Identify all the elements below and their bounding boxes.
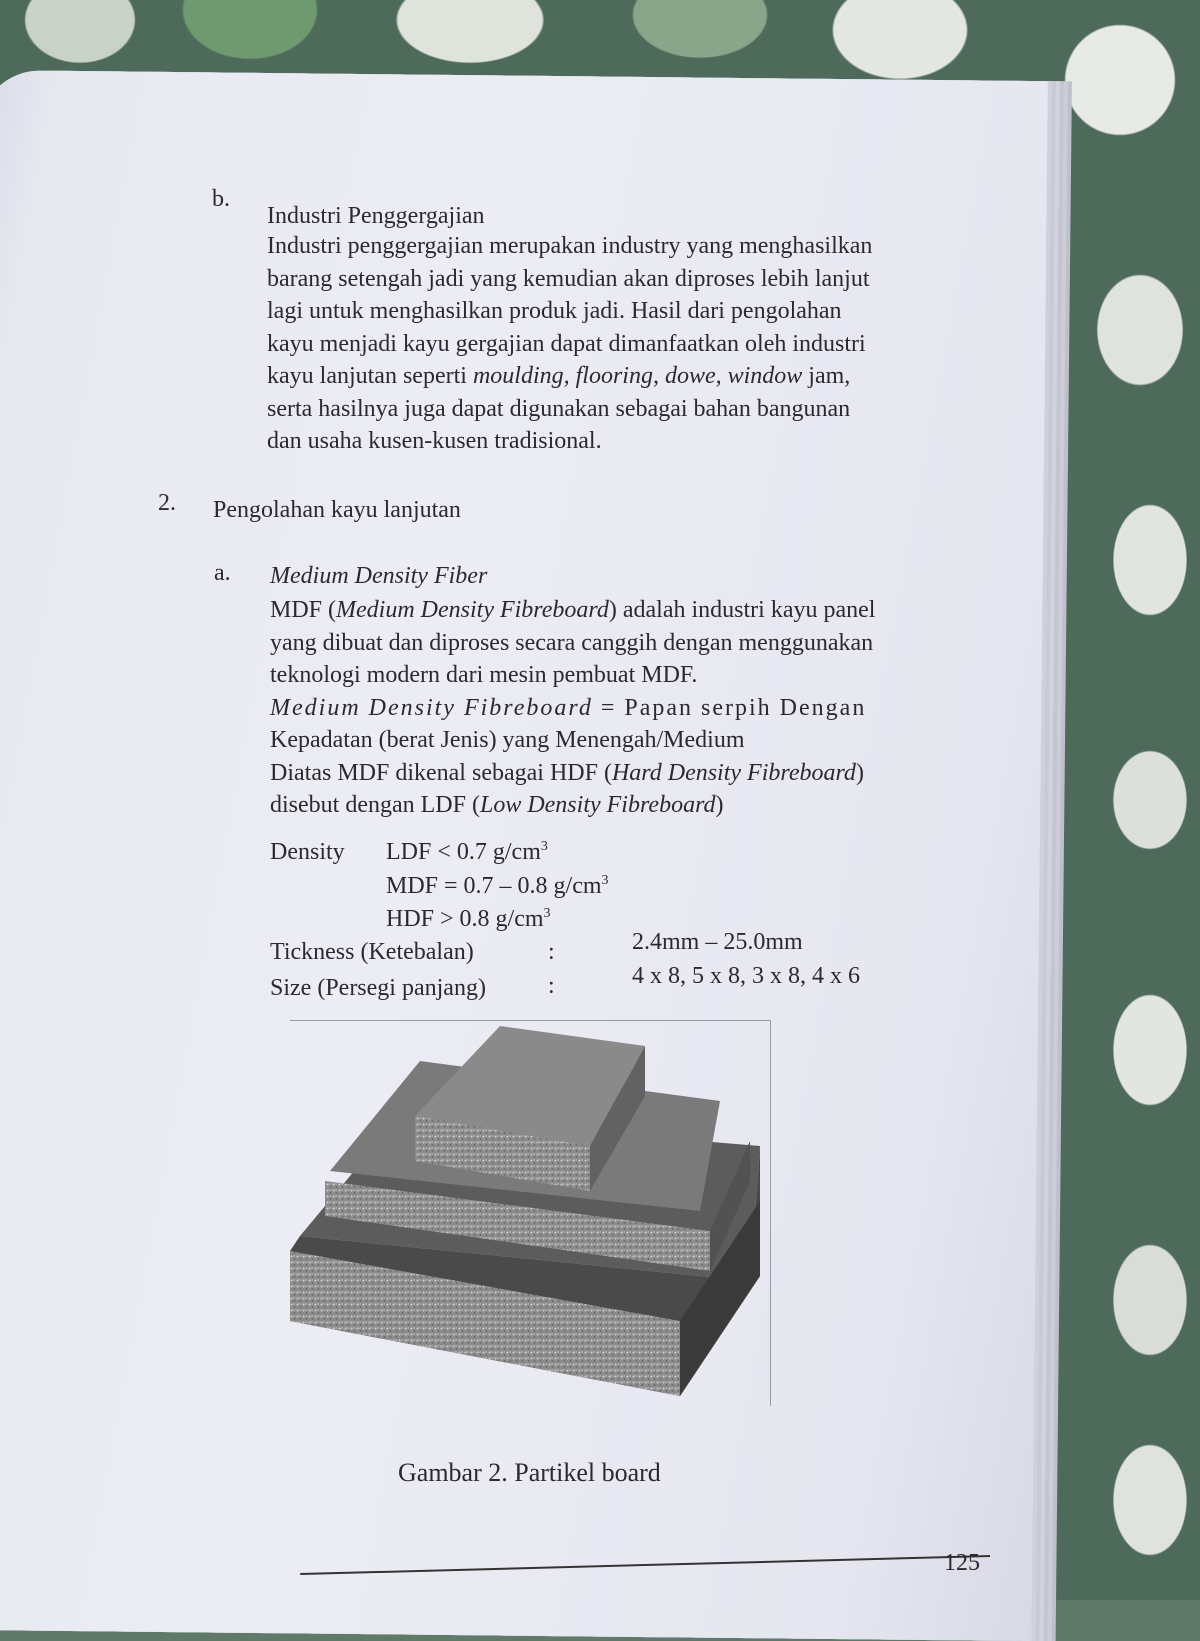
density-label: Density [270,839,345,865]
size-label: Size (Persegi panjang) [270,975,486,1001]
item-a-line-1 [270,594,945,627]
item-a-paragraph [270,594,945,822]
mdf-prefix: MDF ( [270,597,337,623]
hdf-term: Hard Density Fibreboard [611,759,856,786]
density-mdf-text: MDF = 0.7 – 0.8 g/cm [386,873,602,899]
item-a-line-5: Kepadatan (berat Jenis) yang Menengah/Medium [270,727,745,753]
item-b-line-7: dan usaha kusen-kusen tradisional. [267,428,602,454]
mdf-term: Medium Density Fibreboard [336,597,609,623]
ldf-term: Low Density Fibreboard [479,792,716,818]
section-2-title: Pengolahan kayu lanjutan [213,497,461,523]
item-b-line-4: kayu menjadi kayu gergajian dapat dimanfaatkan oleh industri [267,330,866,357]
item-a-line-4 [270,692,945,725]
hdf-suffix: ) [855,759,864,786]
footer-rule [300,1555,990,1575]
item-b-line-5-end: jam, [802,363,851,389]
hdf-prefix: Diatas MDF dikenal sebagai HDF ( [270,759,612,786]
density-hdf-text: HDF > 0.8 g/cm [386,906,544,932]
mdf-definition-term: Medium Density Fibreboard [270,694,593,721]
thickness-value: 2.4mm – 25.0mm [632,929,803,955]
item-b-paragraph [267,230,922,458]
item-b-title: Industri Penggergajian [267,203,485,229]
thickness-label: Tickness (Ketebalan) [270,939,474,965]
figure-caption: Gambar 2. Partikel board [398,1458,661,1487]
size-value: 4 x 8, 5 x 8, 3 x 8, 4 x 6 [632,963,860,989]
size-colon: : [548,973,555,999]
density-mdf-sup: 3 [601,873,609,888]
particle-board-illustration [290,1021,770,1406]
item-b-line-5-text: kayu lanjutan seperti [267,363,473,389]
item-b-line-1: Industri penggergajian merupakan industry yang menghasilkan [267,233,873,259]
density-hdf [386,897,551,936]
mdf-definition: = Papan serpih Dengan [592,694,867,721]
density-hdf-sup: 3 [543,906,551,921]
item-a-line-6 [270,757,945,790]
item-b-line-2: barang setengah jadi yang kemudian akan diproses lebih lanjut [267,265,870,292]
ldf-suffix: ) [715,792,724,818]
item-b-line-5-italic: moulding, flooring, dowe, window [472,363,803,389]
item-a-line-7 [270,789,945,822]
ldf-prefix: disebut dengan LDF ( [270,792,480,818]
density-ldf-sup: 3 [540,839,548,854]
item-a-line-2: yang dibuat dan diproses secara canggih dengan menggunakan [270,629,874,656]
item-b-line-5 [267,360,922,393]
item-b-line-3: lagi untuk menghasilkan produk jadi. Hasil dari pengolahan [267,298,842,324]
item-b-line-6: serta hasilnya juga dapat digunakan sebagai bahan bangunan [267,395,851,422]
thickness-colon: : [548,939,555,965]
item-b-marker: b. [212,186,230,212]
density-ldf-text: LDF < 0.7 g/cm [386,839,541,865]
item-a-marker: a. [214,560,231,586]
item-a-title: Medium Density Fiber [270,563,488,589]
page-number: 125 [944,1550,980,1576]
section-2-marker: 2. [158,490,176,516]
item-a-line-3: teknologi modern dari mesin pembuat MDF. [270,662,698,688]
mdf-suffix: ) adalah industri kayu panel [608,597,876,623]
particle-board-figure [290,1020,771,1406]
